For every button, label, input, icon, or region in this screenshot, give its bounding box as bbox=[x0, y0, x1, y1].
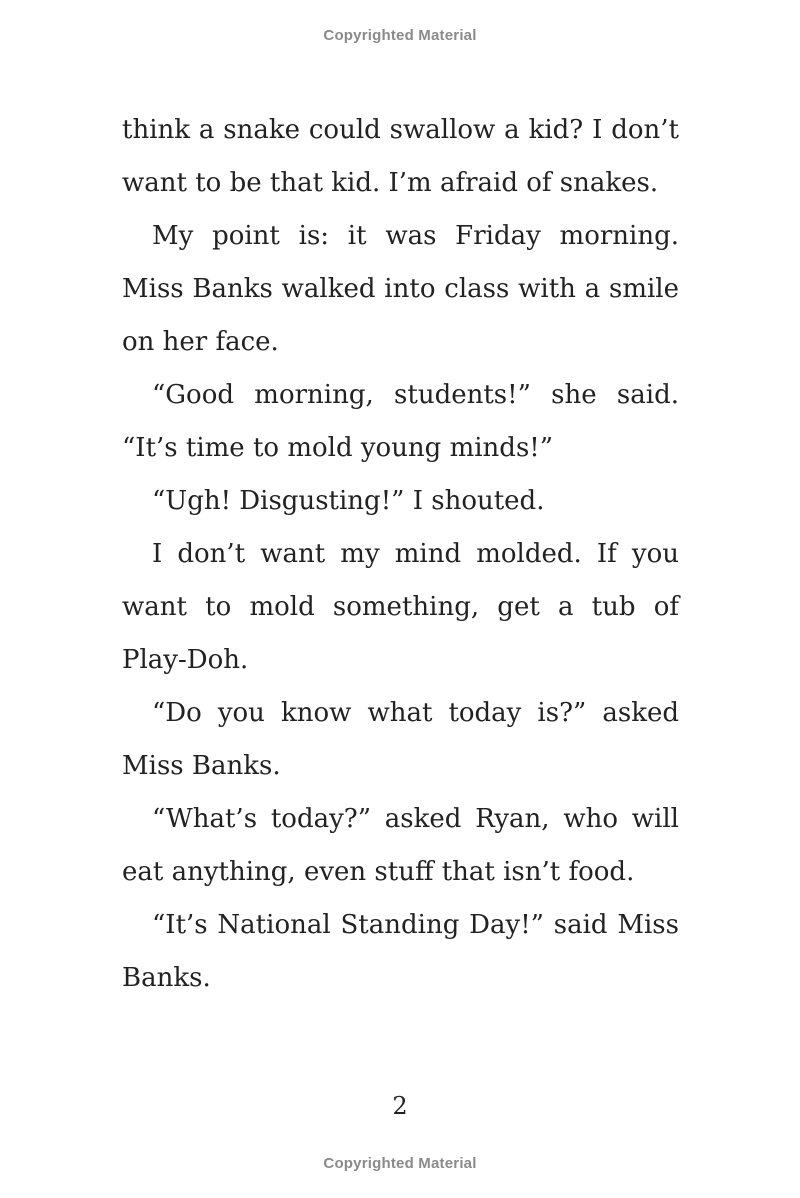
copyright-footer: Copyrighted Material bbox=[323, 1155, 477, 1172]
page-number: 2 bbox=[392, 1092, 408, 1120]
paragraph-3: “Good morning, students!” she said. “It’s time to mold young minds!” bbox=[122, 380, 679, 463]
paragraph-6: “Do you know what today is?” asked Miss Banks. bbox=[122, 698, 679, 781]
paragraph-7: “What’s today?” asked Ryan, who will eat anything, even stuff that isn’t food. bbox=[122, 804, 679, 887]
paragraph-5: I don’t want my mind molded. If you want to mold something, get a tub of Play-Doh. bbox=[122, 539, 679, 675]
paragraph-2: My point is: it was Friday morning. Miss Banks walked into class with a smile on her face. bbox=[122, 221, 679, 357]
paragraph-1: think a snake could swallow a kid? I don’t want to be that kid. I’m afraid of snakes. bbox=[122, 115, 679, 198]
paragraph-8: “It’s National Standing Day!” said Miss Banks. bbox=[122, 910, 679, 993]
page-body bbox=[122, 104, 679, 1005]
copyright-header: Copyrighted Material bbox=[323, 27, 477, 44]
paragraph-4: “Ugh! Disgusting!” I shouted. bbox=[152, 486, 545, 516]
